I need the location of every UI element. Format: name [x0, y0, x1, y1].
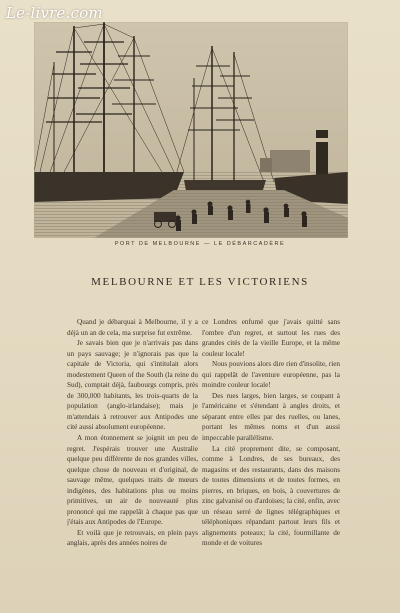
paragraph: Je savais bien que je n'arrivais pas dans un pays sauvage; je n'ignorais pas que la capitale de Victoria, qui s'intitulait alors modestement Queen of the South (la reine du Sud), comptait déjà, faubourgs compris, près de 300,000 habitants, les trois-quarts de la population (anglo-irlandaise); mais je m'attendais à retrouver aux Antipodes une cité aussi absolument européenne. [67, 339, 198, 432]
harbour-engraving [34, 22, 348, 238]
paragraph: Nous pouvions alors dire rien d'insolite, rien qui rappelât de l'aventure européenne, pas la moindre couleur locale! [202, 360, 340, 390]
article-title: MELBOURNE ET LES VICTORIENS [91, 276, 309, 288]
paragraph: ce Londres enfumé que j'avais quitté sans l'ombre d'un regret, et surtout les rues des grandes cités de la vieille Europe, et la même couleur locale! [202, 318, 340, 358]
paragraph: A mon étonnement se joignit un peu de regret. J'espérais trouver une Australie quelque peu différente de nos grandes villes, quelque chose de nouveau et d'original, de sauvage même, quelques traits de mœurs indigènes, des habitations plus ou moins primitives, un air de nouveauté plus prononcé qui me rappelât à chaque pas que j'étais aux Antipodes de l'Europe. [67, 434, 198, 527]
right-text-column [202, 317, 340, 607]
illustration-caption [0, 241, 400, 247]
paragraph: Et voilà que je retrouvais, en plein pays anglais, après des années noires de [67, 528, 198, 548]
watermark-logo: Le-livre.com [6, 4, 103, 22]
paragraph: Quand je débarquai à Melbourne, il y a déjà un an de cela, ma surprise fut extrême. [67, 318, 198, 337]
caption-separator: — [203, 241, 211, 247]
paragraph: Des rues larges, bien larges, se coupant à l'américaine et s'étendant à angles droits, et séparant entre elles par des ruelles, ou lanes, portant les mêmes noms et d'un aussi impeccable parallélisme. [202, 391, 340, 443]
caption-right: LE DÉBARCADÈRE [214, 241, 286, 247]
paragraph: La cité proprement dite, se composant, comme à Londres, de ses bureaux, des magasins et des restaurants, dans des maisons de toutes dimensions et de toutes formes, en pierres, en briques, en bois, à couvertures de zinc galvanisé ou d'ardoises; la cité, enfin, avec un réseau serré de lignes télégraphiques et téléphoniques répandant partout leurs fils et alignements poteaux; la cité, fourmillante de monde et de voitures [202, 444, 340, 548]
left-text-column [67, 317, 198, 607]
caption-left: PORT DE MELBOURNE [114, 241, 201, 247]
